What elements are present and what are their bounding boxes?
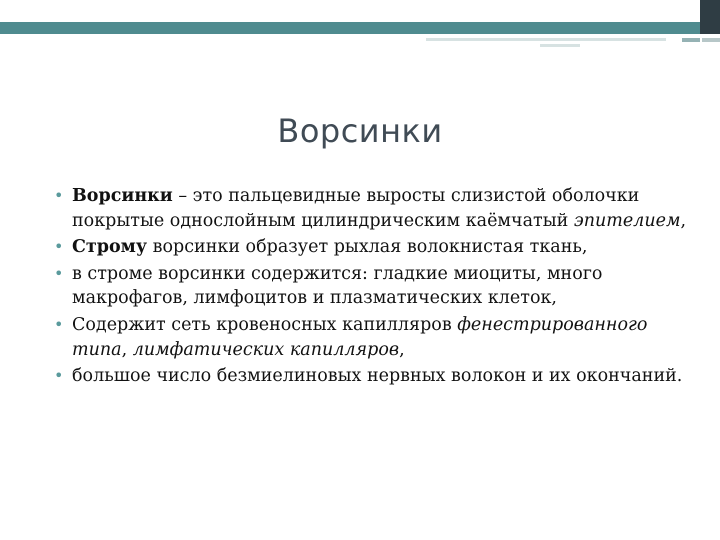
bullet-text: , xyxy=(121,339,133,360)
bullet-text: – это пальцевидные выросты слизистой оболочки покрытые однослойным цилиндрическим каёмчатый xyxy=(72,186,640,231)
term-lymphatic-capillaries: лимфатических капилляров xyxy=(132,339,400,360)
bullet-list xyxy=(54,184,694,391)
term-fenestrated-type: фенестрированного типа xyxy=(72,314,648,360)
bullet-text: Содержит сеть кровеносных капилляров xyxy=(72,314,458,335)
bullet-item-nerves xyxy=(54,364,694,389)
decor-line-4 xyxy=(702,38,720,42)
term-stroma: Строму xyxy=(72,237,148,258)
header-band xyxy=(0,22,700,34)
top-band xyxy=(0,0,720,22)
bullet-item-contents xyxy=(54,262,694,311)
bullet-item-villi xyxy=(54,184,694,233)
bullet-text: большое число безмиелиновых нервных волокон и их окончаний. xyxy=(72,366,683,387)
term-villi: Ворсинки xyxy=(72,186,173,206)
bullet-text: ворсинки образует рыхлая волокнистая ткань, xyxy=(147,237,588,258)
decor-line-3 xyxy=(682,38,700,42)
bullet-text: в строме ворсинки содержится: гладкие миоциты, много макрофагов, лимфоцитов и плазматических клеток, xyxy=(72,263,603,309)
bullet-item-capillaries xyxy=(54,313,694,362)
decor-line-2 xyxy=(540,44,580,47)
bullet-text: , xyxy=(399,339,405,360)
header-corner-band xyxy=(700,0,720,34)
decor-line-1 xyxy=(426,38,666,41)
bullet-text: , xyxy=(680,210,687,231)
slide-title: Ворсинки xyxy=(277,112,443,150)
term-epithelium: эпителием xyxy=(573,210,681,231)
bullet-item-stroma xyxy=(54,235,694,260)
